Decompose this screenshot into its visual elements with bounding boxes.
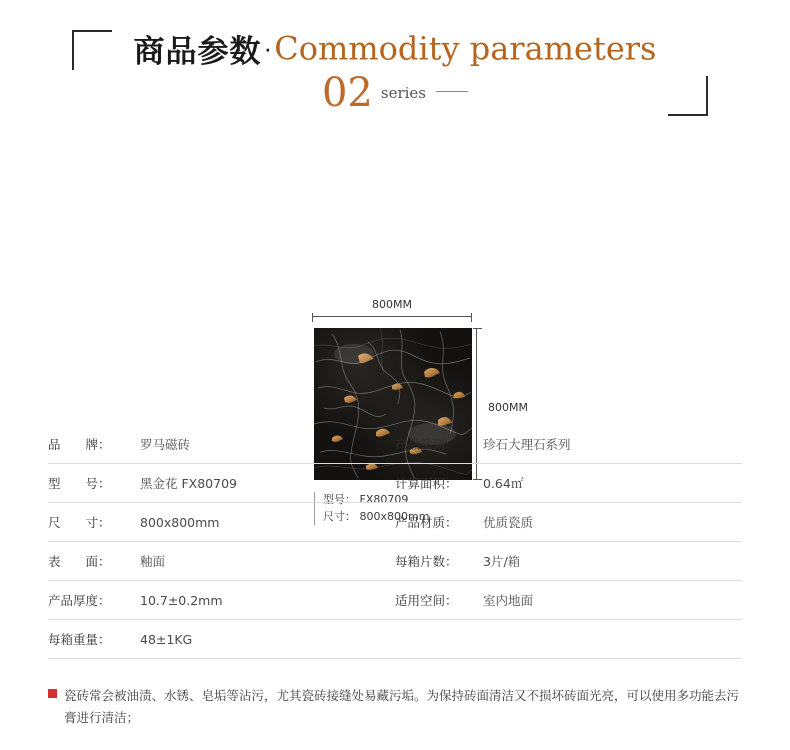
page-title-separator: · xyxy=(263,33,273,63)
spec-value: 0.64㎡ xyxy=(483,476,524,491)
spec-label: 计算面积： xyxy=(395,476,458,491)
spec-cell-material xyxy=(395,503,742,541)
spec-label: 每箱片数： xyxy=(395,554,458,569)
specifications-table xyxy=(48,425,742,659)
care-note xyxy=(48,685,748,729)
table-row xyxy=(48,620,742,659)
spec-cell-weight-per-box xyxy=(48,620,395,658)
spec-cell-space xyxy=(395,581,742,619)
spec-cell-empty xyxy=(395,620,742,658)
spec-value: 10.7±0.2mm xyxy=(140,592,223,608)
spec-value: 罗马磁砖 xyxy=(140,437,191,452)
spec-cell-thickness xyxy=(48,581,395,619)
spec-label: 每箱重量： xyxy=(48,632,111,647)
spec-value: 室内地面 xyxy=(483,593,534,608)
note-marker-icon xyxy=(48,689,57,698)
spec-label: 产品厚度： xyxy=(48,593,111,608)
spec-cell-series xyxy=(395,425,742,463)
table-row xyxy=(48,464,742,503)
spec-value: 釉面 xyxy=(140,554,166,569)
page-header xyxy=(0,0,790,130)
spec-label: 型 号： xyxy=(48,476,111,491)
table-row xyxy=(48,542,742,581)
spec-value: 48±1KG xyxy=(140,631,193,647)
spec-cell-brand xyxy=(48,425,395,463)
spec-cell-size xyxy=(48,503,395,541)
spec-value: 珍石大理石系列 xyxy=(483,437,571,452)
dimension-width-label: 800MM xyxy=(372,298,412,311)
table-row xyxy=(48,581,742,620)
spec-cell-model xyxy=(48,464,395,502)
table-row xyxy=(48,503,742,542)
dimension-width-line xyxy=(312,316,472,317)
spec-value: 800x800mm xyxy=(140,514,220,530)
spec-cell-pieces-per-box xyxy=(395,542,742,580)
table-row xyxy=(48,425,742,464)
series-word: series xyxy=(380,84,427,102)
spec-value: 黑金花 FX80709 xyxy=(140,476,237,491)
spec-label: 产品材质： xyxy=(395,515,458,530)
spec-label: 表 面： xyxy=(48,554,111,569)
spec-label: 产品系列： xyxy=(395,437,458,452)
spec-cell-area xyxy=(395,464,742,502)
spec-label: 品 牌： xyxy=(48,437,111,452)
section-number: 02 xyxy=(321,70,373,116)
page-title xyxy=(0,26,790,71)
page-subtitle xyxy=(0,70,790,116)
page-title-en: Commodity parameters xyxy=(274,29,657,68)
spec-cell-surface xyxy=(48,542,395,580)
note-text: 瓷砖常会被油渍、水锈、皂垢等沾污，尤其瓷砖接缝处易藏污垢。为保持砖面清洁又不损坏砖面光亮，可以使用多功能去污膏进行清洁； xyxy=(64,688,740,725)
page-title-cn: 商品参数 xyxy=(133,34,262,70)
dimension-height-label: 800MM xyxy=(488,401,528,414)
subtitle-rule xyxy=(436,91,468,92)
caption-size: 尺寸： 800x800mm xyxy=(323,509,430,523)
spec-value: 3片/箱 xyxy=(483,554,521,569)
spec-label: 适用空间： xyxy=(395,593,458,608)
caption-model: 型号： FX80709 xyxy=(323,493,409,506)
spec-value: 优质瓷质 xyxy=(483,515,534,530)
spec-label: 尺 寸： xyxy=(48,515,111,530)
